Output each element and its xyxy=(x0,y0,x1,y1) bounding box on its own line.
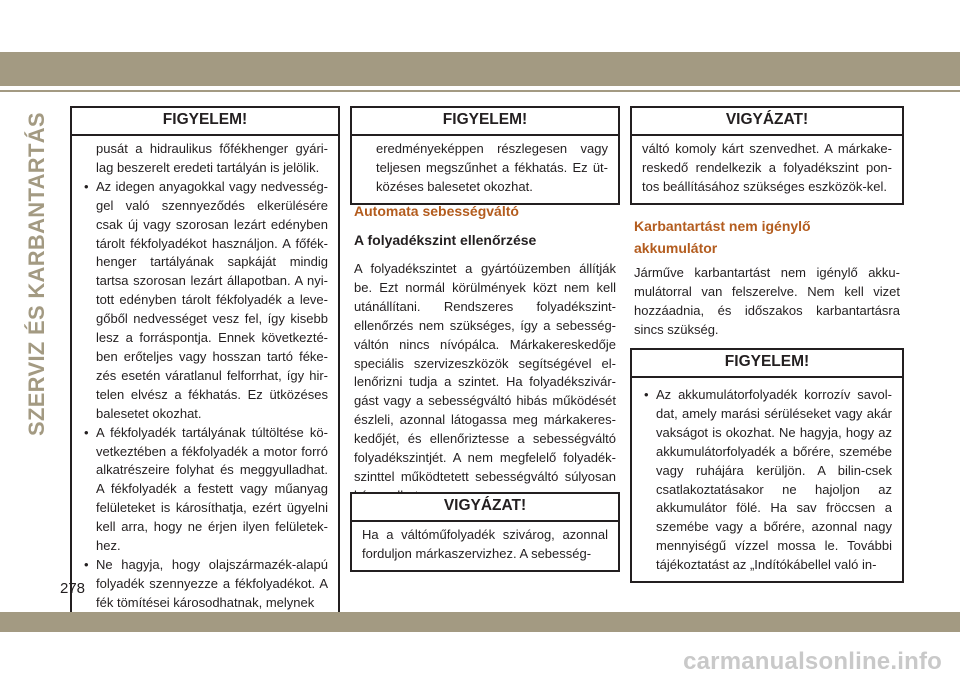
chapter-side-title: SZERVIZ ÉS KARBANTARTÁS xyxy=(24,112,49,436)
section-heading-maintenance-free-battery: Karbantartást nem igénylő akkumulátor xyxy=(634,218,811,256)
caution-box-fluid-leak xyxy=(350,492,620,572)
caution-box-title: VIGYÁZAT! xyxy=(632,108,902,136)
section-heading-automatic-transmission: Automata sebességváltó xyxy=(354,203,519,219)
warning-bullet: • Az akkumulátorfolyadék korrozív savol-dat, amely marási sérüléseket vagy akár vakságot is okozhat. Ne hagyja, hogy az akkumulátorfolyadék a bőrére, szemébe vagy ruhájára kerüljön. A bilin-csek csatlakoztatásakor ne hajoljon az akkumulátor fölé. Ha sav fröccsen a szemébe vagy a bőrére, azonnal nagy mennyiségű vízzel mossa le. További tájékoztatást az „Indítókábellel való in- xyxy=(642,386,892,575)
caution-box-body xyxy=(632,136,902,203)
fluid-level-paragraph: A folyadékszintet a gyártóüzemben állítják be. Ezt normál körülmények közt nem kell utánállítani. Rendszeres folyadékszint-ellenőrzés nem szükséges, így a sebesség-váltón nincs nívópálca. Márkakereskedője speciális szervizeszközök segítségével el-lenőrizni tudja a szintet. Ha folyadékszivár-gást vagy a sebességváltó hibás működését észleli, azonnal látogassa meg márkakeres-kedőjét, és ellenőriztesse a sebességváltó folyadékszintjét. A nem megfelelő folyadék-szinttel működtetett sebességváltó súlyosan xyxy=(354,261,616,484)
watermark-logo: carmanualsonline.info xyxy=(683,648,942,675)
warning-box-battery-acid xyxy=(630,348,904,583)
warning-bullet: • A fékfolyadék tartályának túltöltése kö-vetkeztében a fékfolyadék a motor forró alkatrészeire folyhat és meggyulladhat. A fékfolyadék a festett vagy műanyag felületeket is károsíthatja, ezért ügyelni kell arra, hogy ne érjen ilyen felületek-hez. xyxy=(82,424,328,556)
warning-box-continued xyxy=(350,106,620,205)
warning-box-text: eredményeképpen részlegesen vagy teljesen megszűnhet a fékhatás. Ez üt-közéses balesetet okozhat. xyxy=(376,141,608,194)
page-number: 278 xyxy=(60,580,86,597)
warning-bullet: • Az idegen anyagokkal vagy nedvesség-gel való szennyeződés elkerülésére csak új vagy szorosan lezárt edényben tárolt fékfolyadékot használjon. A főfék-henger tartályának sapkáját mindig tartsa szorosan lezárt állapotban. A nyi-tott edényben tárolt fékfolyadék a leve-gőből nedvességet vesz fel, így kisebb lesz a forráspontja. Ennek következté-ben erőteljes vagy hosszan tartó féke-zés esetén váratlanul felforrhat, így hir-telen elvész a fékhatás. Ez ütközéses balesetet okozhat. xyxy=(82,178,328,424)
warning-box-body xyxy=(352,136,618,203)
battery-paragraph: Járműve karbantartást nem igénylő akku-mulátorral van felszerelve. Nem kell vizet hozzáadnia, és időszakos karbantartásra sincs szükség. xyxy=(634,265,900,337)
warning-bullet-list xyxy=(642,386,892,575)
warning-bullet: • Ne hagyja, hogy olajszármazék-alapú folyadék szennyezze a fékfolyadékot. A fék tömítései károsodhatnak, melynek xyxy=(82,556,328,613)
warning-box-body xyxy=(72,136,338,619)
header-rule xyxy=(0,90,960,92)
warning-box-brake-fluid xyxy=(70,106,340,621)
caution-box-title: VIGYÁZAT! xyxy=(352,494,618,522)
caution-box-text: váltó komoly kárt szenvedhet. A márkake-reskedő rendelkezik a folyadékszint pon-tos beállításához szükséges eszközök-kel. xyxy=(642,141,892,194)
caution-box-body xyxy=(352,522,618,570)
subheading-fluid-level-check: A folyadékszint ellenőrzése xyxy=(354,232,537,248)
warning-intro-text: pusát a hidraulikus főfékhenger gyári-lag beszerelt eredeti tartályán is jelölik. xyxy=(96,141,328,175)
warning-box-title: FIGYELEM! xyxy=(632,350,902,378)
caution-box-text: Ha a váltóműfolyadék szivárog, azonnal forduljon márkaszervizhez. A sebesség- xyxy=(362,527,608,561)
warning-box-body xyxy=(632,378,902,581)
caution-box-continued xyxy=(630,106,904,205)
footer-band xyxy=(0,612,960,632)
header-band xyxy=(0,52,960,86)
warning-bullet-list xyxy=(82,178,328,613)
warning-box-title: FIGYELEM! xyxy=(352,108,618,136)
warning-box-title: FIGYELEM! xyxy=(72,108,338,136)
